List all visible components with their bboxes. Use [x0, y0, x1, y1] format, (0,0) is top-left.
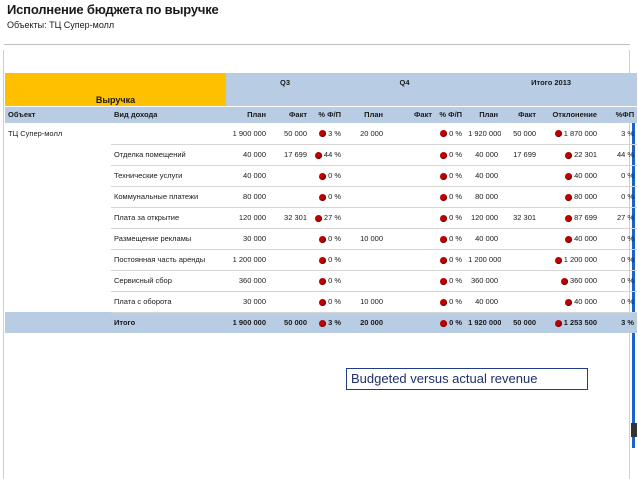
status-dot-icon [319, 257, 326, 264]
status-dot-icon [319, 236, 326, 243]
status-dot-icon [565, 152, 572, 159]
cell-q4-pct [435, 312, 465, 333]
table-row[interactable] [5, 186, 637, 207]
status-dot-icon [319, 320, 326, 327]
percent-value: 0 % [328, 192, 342, 201]
cell-total-pct: 3 % [600, 312, 637, 333]
cell-object [5, 144, 111, 165]
cell-total-pct: 3 % [600, 123, 637, 144]
status-dot-icon [440, 130, 447, 137]
status-dot-icon [555, 130, 562, 137]
cell-total-pct: 0 % [600, 270, 637, 291]
cell-total-fact: 50 000 [501, 312, 539, 333]
cell-total-fact [501, 291, 539, 312]
col-header-q3-fact[interactable]: Факт [269, 106, 310, 123]
col-header-q4-plan[interactable]: План [344, 106, 386, 123]
percent-value: 0 % [449, 213, 463, 222]
status-dot-icon [440, 152, 447, 159]
cell-total-pct: 0 % [600, 186, 637, 207]
percent-value: 87 699 [574, 213, 598, 222]
status-dot-icon [319, 173, 326, 180]
cell-q4-pct [435, 291, 465, 312]
percent-value: 3 % [328, 318, 342, 328]
cell-income-type: Итого [111, 312, 226, 333]
cell-total-plan: 120 000 [465, 207, 501, 228]
percent-value: 1 253 500 [563, 318, 598, 328]
cell-q4-fact [386, 270, 435, 291]
cell-q3-pct [310, 228, 344, 249]
cell-q3-plan: 40 000 [226, 165, 269, 186]
cell-total-pct: 0 % [600, 165, 637, 186]
cell-total-fact [501, 228, 539, 249]
cell-q3-pct [310, 186, 344, 207]
percent-value: 360 000 [569, 276, 598, 285]
cell-total-fact: 50 000 [501, 123, 539, 144]
status-dot-icon [440, 173, 447, 180]
cell-object [5, 186, 111, 207]
cell-q4-fact [386, 207, 435, 228]
percent-value: 0 % [328, 171, 342, 180]
cell-q4-fact [386, 165, 435, 186]
cell-income-type: Постоянная часть аренды [111, 249, 226, 270]
col-header-total-plan[interactable]: План [465, 106, 501, 123]
report-header [4, 0, 638, 30]
scrollbar-thumb[interactable] [631, 423, 637, 437]
main-header-top [5, 73, 226, 91]
cell-q4-plan [344, 270, 386, 291]
cell-q4-pct [435, 144, 465, 165]
table-row[interactable] [5, 165, 637, 186]
group-header-q4: Q4 [344, 73, 465, 91]
col-header-object[interactable]: Объект [5, 106, 111, 123]
cell-total-fact: 32 301 [501, 207, 539, 228]
table-row[interactable] [5, 144, 637, 165]
cell-q3-pct [310, 291, 344, 312]
status-dot-icon [440, 299, 447, 306]
status-dot-icon [319, 299, 326, 306]
cell-q4-plan: 10 000 [344, 291, 386, 312]
cell-total-deviation [539, 228, 600, 249]
cell-total-deviation [539, 249, 600, 270]
cell-q4-plan [344, 165, 386, 186]
cell-total-fact [501, 249, 539, 270]
caption-box: Budgeted versus actual revenue [346, 368, 588, 390]
cell-q4-fact [386, 249, 435, 270]
cell-q4-pct [435, 249, 465, 270]
percent-value: 1 200 000 [563, 255, 598, 264]
cell-total-fact [501, 165, 539, 186]
cell-total-deviation [539, 165, 600, 186]
cell-q4-fact [386, 123, 435, 144]
cell-total-deviation [539, 207, 600, 228]
cell-q4-pct [435, 207, 465, 228]
status-dot-icon [565, 173, 572, 180]
cell-q3-plan: 30 000 [226, 228, 269, 249]
cell-object [5, 228, 111, 249]
cell-income-type: Размещение рекламы [111, 228, 226, 249]
table-row[interactable] [5, 228, 637, 249]
status-dot-icon [315, 215, 322, 222]
cell-total-pct: 0 % [600, 291, 637, 312]
cell-q3-pct [310, 165, 344, 186]
cell-q4-plan: 10 000 [344, 228, 386, 249]
cell-total-pct: 27 % [600, 207, 637, 228]
cell-income-type: Коммунальные платежи [111, 186, 226, 207]
percent-value: 0 % [449, 150, 463, 159]
col-header-q3-plan[interactable]: План [226, 106, 269, 123]
cell-q4-pct [435, 228, 465, 249]
cell-q3-pct [310, 144, 344, 165]
cell-object [5, 165, 111, 186]
percent-value: 40 000 [574, 234, 598, 243]
cell-total-deviation [539, 291, 600, 312]
cell-q3-pct [310, 312, 344, 333]
percent-value: 0 % [328, 276, 342, 285]
cell-total-deviation [539, 123, 600, 144]
sheet-left-border [0, 50, 4, 479]
cell-q4-fact [386, 186, 435, 207]
cell-q3-pct [310, 270, 344, 291]
status-dot-icon [561, 278, 568, 285]
table-row[interactable] [5, 207, 637, 228]
status-dot-icon [440, 257, 447, 264]
cell-total-plan: 40 000 [465, 228, 501, 249]
percent-value: 44 % [323, 150, 342, 159]
cell-income-type: Плата с оборота [111, 291, 226, 312]
cell-q3-plan: 1 900 000 [226, 123, 269, 144]
percent-value: 0 % [449, 297, 463, 306]
status-dot-icon [440, 236, 447, 243]
percent-value: 22 301 [574, 150, 598, 159]
percent-value: 0 % [449, 128, 463, 138]
col-header-total-deviation[interactable]: Отклонение [539, 106, 600, 123]
cell-total-deviation [539, 312, 600, 333]
total-row[interactable] [5, 312, 637, 333]
cell-object [5, 312, 111, 333]
col-header-income-type[interactable]: Вид дохода [111, 106, 226, 123]
status-dot-icon [555, 257, 562, 264]
cell-total-plan: 1 920 000 [465, 123, 501, 144]
cell-q4-plan [344, 186, 386, 207]
cell-q4-fact [386, 144, 435, 165]
cell-q4-plan [344, 249, 386, 270]
percent-value: 0 % [449, 192, 463, 201]
cell-total-fact [501, 270, 539, 291]
cell-q4-fact [386, 291, 435, 312]
cell-total-plan: 1 200 000 [465, 249, 501, 270]
cell-q3-plan: 40 000 [226, 144, 269, 165]
cell-total-fact [501, 186, 539, 207]
percent-value: 27 % [323, 213, 342, 222]
status-dot-icon [319, 194, 326, 201]
cell-q4-pct [435, 165, 465, 186]
cell-total-plan: 40 000 [465, 165, 501, 186]
cell-total-deviation [539, 144, 600, 165]
cell-q3-fact [269, 270, 310, 291]
percent-value: 0 % [449, 318, 463, 328]
col-header-q4-pct[interactable]: % Ф/П [435, 106, 465, 123]
cell-total-pct: 0 % [600, 249, 637, 270]
cell-total-pct: 44 % [600, 144, 637, 165]
cell-q3-fact: 17 699 [269, 144, 310, 165]
table-row[interactable] [5, 291, 637, 312]
cell-q4-plan [344, 207, 386, 228]
cell-object [5, 270, 111, 291]
status-dot-icon [315, 152, 322, 159]
cell-q3-fact [269, 186, 310, 207]
cell-q4-fact [386, 228, 435, 249]
revenue-report-table [5, 73, 637, 333]
cell-total-plan: 360 000 [465, 270, 501, 291]
cell-q4-pct [435, 186, 465, 207]
status-dot-icon [565, 215, 572, 222]
group-header-total: Итого 2013 [465, 73, 637, 91]
cell-q3-plan: 120 000 [226, 207, 269, 228]
status-dot-icon [440, 320, 447, 327]
cell-q4-plan: 20 000 [344, 312, 386, 333]
col-header-q4-fact[interactable]: Факт [386, 106, 435, 123]
percent-value: 40 000 [574, 297, 598, 306]
col-header-total-pct[interactable]: %ФП [600, 106, 637, 123]
cell-q3-plan: 1 900 000 [226, 312, 269, 333]
header-divider [4, 44, 630, 45]
cell-total-plan: 1 920 000 [465, 312, 501, 333]
table-row[interactable] [5, 249, 637, 270]
cell-q4-fact [386, 312, 435, 333]
cell-total-deviation [539, 186, 600, 207]
cell-q4-pct [435, 270, 465, 291]
percent-value: 0 % [449, 255, 463, 264]
table-row[interactable] [5, 270, 637, 291]
status-dot-icon [440, 215, 447, 222]
cell-q3-fact: 50 000 [269, 123, 310, 144]
percent-value: 1 870 000 [563, 128, 598, 138]
cell-q4-plan [344, 144, 386, 165]
cell-object [5, 207, 111, 228]
status-dot-icon [440, 194, 447, 201]
cell-q3-plan: 30 000 [226, 291, 269, 312]
status-dot-icon [319, 278, 326, 285]
cell-income-type: Сервисный сбор [111, 270, 226, 291]
status-dot-icon [565, 194, 572, 201]
cell-object: ТЦ Супер-молл [8, 129, 63, 138]
cell-q3-pct [310, 249, 344, 270]
status-dot-icon [565, 299, 572, 306]
percent-value: 0 % [449, 171, 463, 180]
cell-q3-fact [269, 228, 310, 249]
report-title: Исполнение бюджета по выручке [7, 2, 219, 17]
cell-income-type: Технические услуги [111, 165, 226, 186]
group-header-q3: Q3 [226, 73, 344, 91]
cell-object [5, 291, 111, 312]
percent-value: 0 % [449, 276, 463, 285]
cell-q3-plan: 1 200 000 [226, 249, 269, 270]
cell-object [5, 249, 111, 270]
col-header-total-fact[interactable]: Факт [501, 106, 539, 123]
cell-q3-pct [310, 207, 344, 228]
percent-value: 3 % [328, 128, 342, 138]
status-dot-icon [319, 130, 326, 137]
cell-q3-pct [310, 123, 344, 144]
cell-q3-plan: 360 000 [226, 270, 269, 291]
percent-value: 40 000 [574, 171, 598, 180]
cell-q3-fact: 32 301 [269, 207, 310, 228]
status-dot-icon [565, 236, 572, 243]
cell-total-plan: 40 000 [465, 291, 501, 312]
percent-value: 80 000 [574, 192, 598, 201]
percent-value: 0 % [449, 234, 463, 243]
cell-total-fact: 17 699 [501, 144, 539, 165]
cell-q4-plan: 20 000 [344, 123, 386, 144]
cell-q4-pct [435, 123, 465, 144]
cell-q3-plan: 80 000 [226, 186, 269, 207]
percent-value: 0 % [328, 297, 342, 306]
cell-total-deviation [539, 270, 600, 291]
cell-income-type: Плата за открытие [111, 207, 226, 228]
cell-total-plan: 40 000 [465, 144, 501, 165]
cell-total-plan: 80 000 [465, 186, 501, 207]
cell-q3-fact: 50 000 [269, 312, 310, 333]
table-row[interactable] [5, 123, 637, 144]
col-header-q3-pct[interactable]: % Ф/П [310, 106, 344, 123]
cell-q3-fact [269, 165, 310, 186]
status-dot-icon [555, 320, 562, 327]
cell-income-type [111, 123, 226, 144]
percent-value: 0 % [328, 255, 342, 264]
percent-value: 0 % [328, 234, 342, 243]
cell-total-pct: 0 % [600, 228, 637, 249]
status-dot-icon [440, 278, 447, 285]
cell-q3-fact [269, 249, 310, 270]
main-header: Выручка [5, 91, 226, 106]
report-subtitle: Объекты: ТЦ Супер-молл [7, 20, 115, 30]
cell-income-type: Отделка помещений [111, 144, 226, 165]
cell-q3-fact [269, 291, 310, 312]
